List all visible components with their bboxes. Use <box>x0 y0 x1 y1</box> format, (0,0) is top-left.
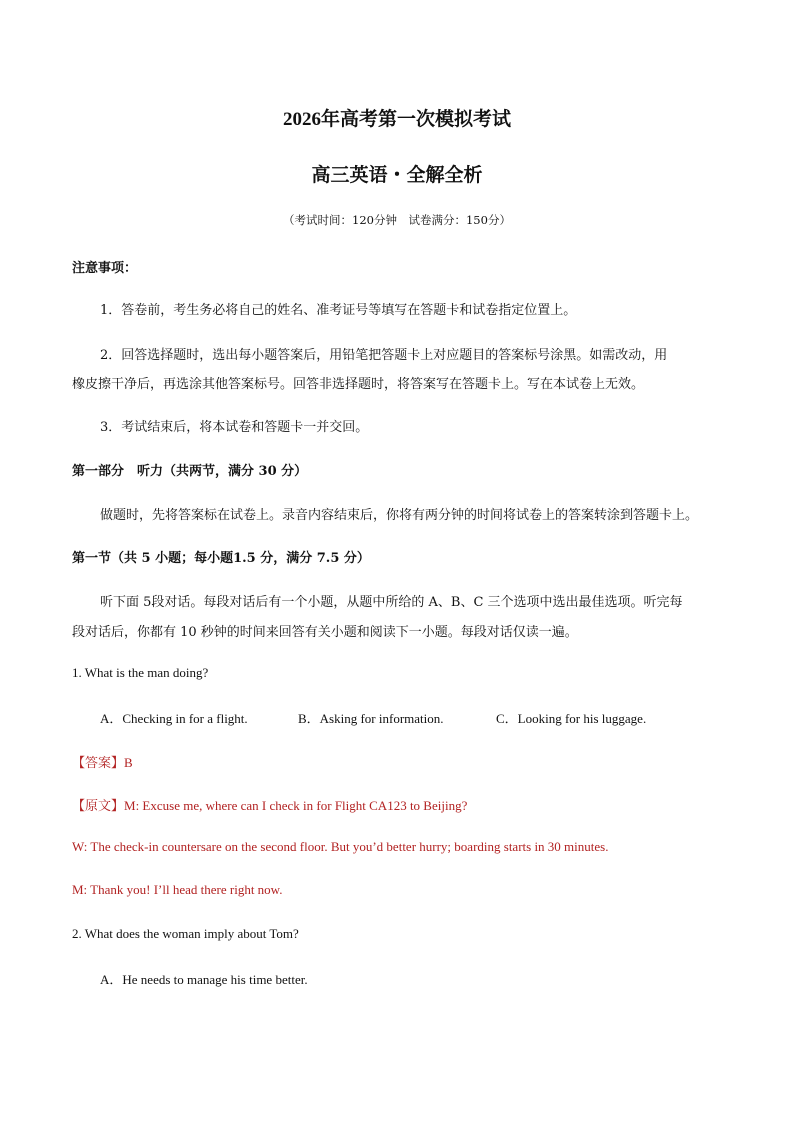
notice-item-1: 1．答卷前，考生务必将自己的姓名、准考证号等填写在答题卡和试卷指定位置上。 <box>100 303 577 318</box>
transcript-label: 【原文】 <box>72 798 125 813</box>
part1-heading: 第一部分 听力（共两节，满分 30 分） <box>72 464 308 479</box>
notice-item-2: 2．回答选择题时，选出每小题答案后，用铅笔把答题卡上对应题目的答案标号涂黑。如需改动，用 <box>100 348 668 363</box>
part1-instruction: 做题时，先将答案标在试卷上。录音内容结束后，你将有两分钟的时间将试卷上的答案转涂到答题卡上。 <box>100 508 699 523</box>
section1-instruction-line1: 听下面 5段对话。每段对话后有一个小题，从题中所给的 A、B、C 三个选项中选出最佳选项。听完每 <box>100 595 683 610</box>
answer-label: 【答案】 <box>72 755 125 770</box>
section1-heading: 第一节（共 5 小题；每小题1.5 分，满分 7.5 分） <box>72 551 370 566</box>
question-1-option-c: C．Looking for his luggage. <box>496 711 647 726</box>
question-1-answer <box>72 752 133 771</box>
question-1-transcript-line-1 <box>72 795 467 814</box>
question-1-stem: 1. What is the man doing? <box>72 665 209 680</box>
question-2-stem: 2. What does the woman imply about Tom? <box>72 926 299 941</box>
document-title: 2026年高考第一次模拟考试 <box>282 109 511 130</box>
question-1-transcript-line-2: W: The check-in countersare on the second floor. But you’d better hurry; boarding starts in 30 minutes. <box>72 839 609 854</box>
question-2-option-a: A．He needs to manage his time better. <box>100 972 308 987</box>
answer-value: B <box>124 755 133 770</box>
document-subtitle: 高三英语・全解全析 <box>311 165 483 186</box>
notice-item-2-continued: 橡皮擦干净后，再选涂其他答案标号。回答非选择题时，将答案写在答题卡上。写在本试卷上无效。 <box>72 377 645 392</box>
question-1-transcript-line-3: M: Thank you! I’ll head there right now. <box>72 882 283 897</box>
transcript-text: M: Excuse me, where can I check in for Flight CA123 to Beijing? <box>124 798 468 813</box>
notice-item-3: 3．考试结束后，将本试卷和答题卡一并交回。 <box>100 420 369 435</box>
notice-heading: 注意事项： <box>72 261 138 276</box>
question-1-option-b: B．Asking for information. <box>298 711 444 726</box>
question-1-option-a: A．Checking in for a flight. <box>100 711 248 726</box>
section1-instruction-line2: 段对话后，你都有 10 秒钟的时间来回答有关小题和阅读下一小题。每段对话仅读一遍。 <box>72 625 578 640</box>
exam-info: （考试时间：120分钟 试卷满分：150分） <box>283 213 511 227</box>
